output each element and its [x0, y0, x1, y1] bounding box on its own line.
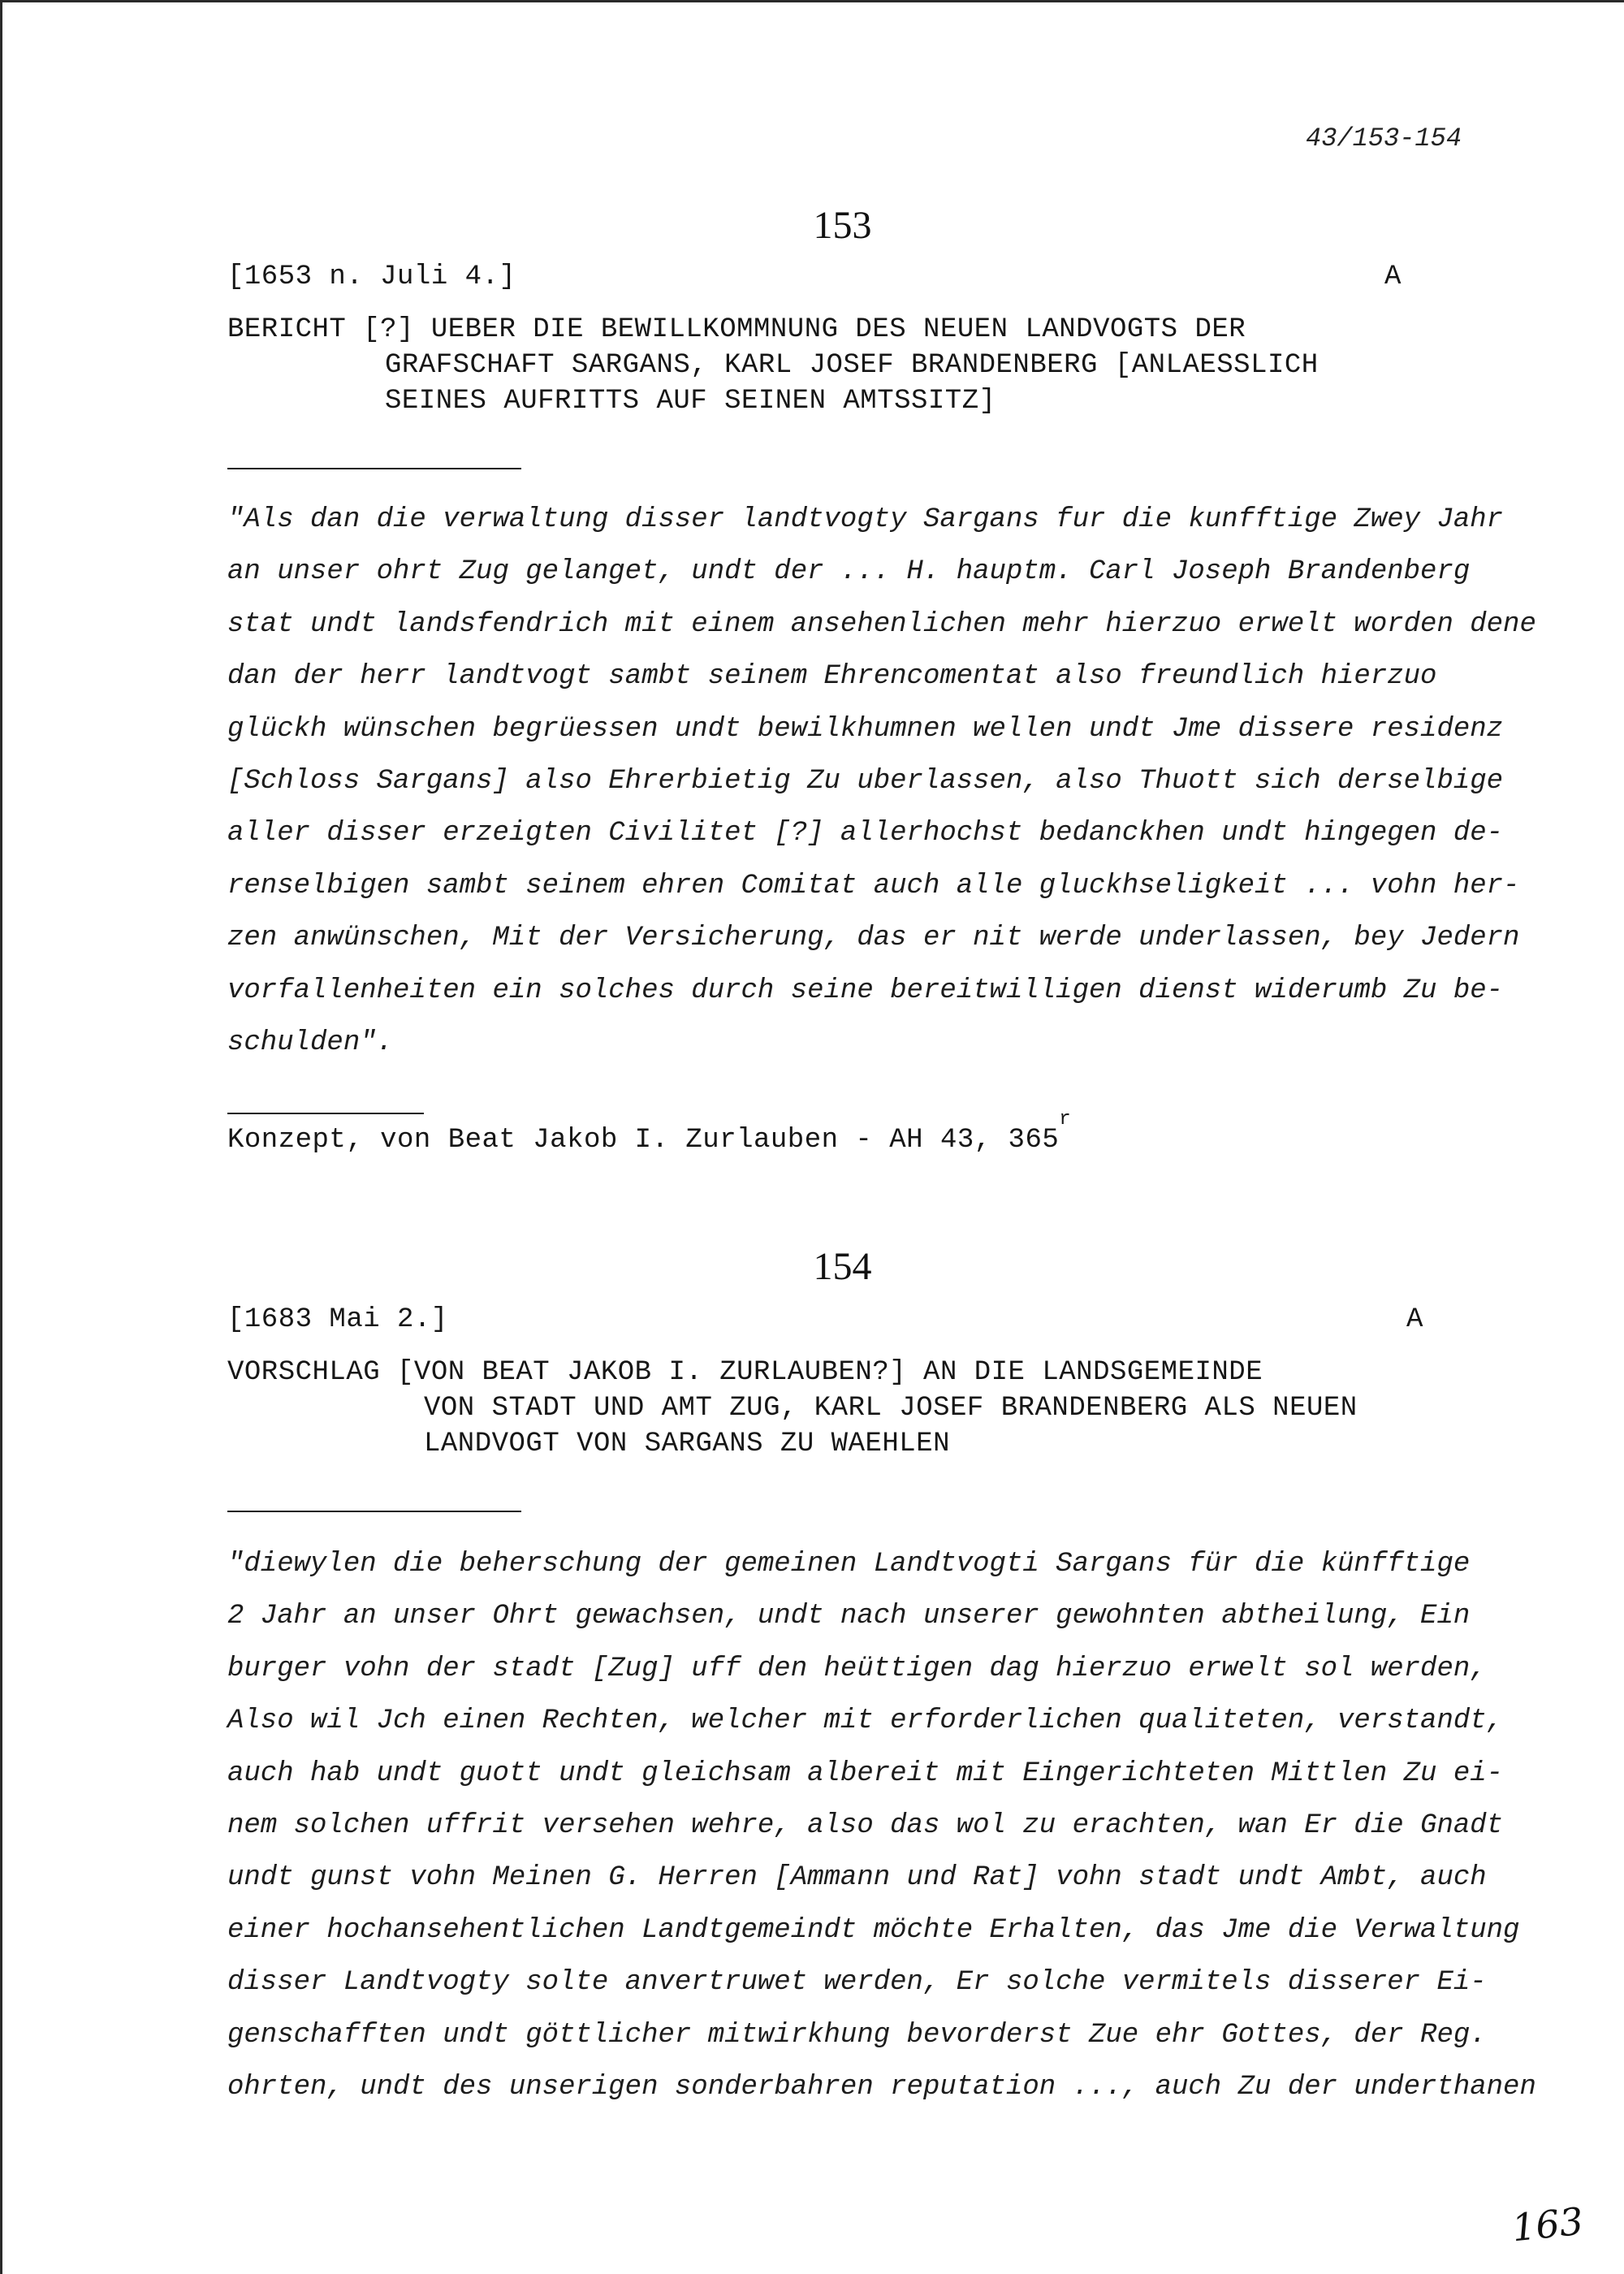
quote-line: dan der herr landtvogt sambt seinem Ehrencomentat also freundlich hierzuo — [227, 661, 1437, 693]
quote-line: renselbigen sambt seinem ehren Comitat auch alle gluckhseligkeit ... vohn her- — [227, 870, 1520, 901]
title-rule — [227, 468, 521, 469]
quote-line: glückh wünschen begrüessen undt bewilkhumnen wellen undt Jme dissere residenz — [227, 713, 1504, 745]
quote-line: schulden". — [227, 1027, 394, 1058]
document-mark-153: A — [1384, 262, 1402, 292]
quote-line: auch hab undt guott undt gleichsam albereit mit Eingerichteten Mittlen Zu ei- — [227, 1757, 1504, 1789]
quote-line: einer hochansehentlichen Landtgemeindt möchte Erhalten, das Jme die Verwaltung — [227, 1914, 1520, 1946]
quote-line: vorfallenheiten ein solches durch seine bereitwilligen dienst widerumb Zu be- — [227, 975, 1504, 1006]
title-line: LANDVOGT VON SARGANS ZU WAEHLEN — [424, 1429, 951, 1459]
document-number-153: 153 — [813, 204, 872, 247]
page-reference: 43/153-154 — [1306, 123, 1462, 153]
quote-line: genschafften undt göttlicher mitwirkhung bevorderst Zue ehr Gottes, der Reg. — [227, 2019, 1487, 2051]
title-rule — [227, 1511, 521, 1512]
source-citation — [227, 1109, 1072, 1156]
quotation-153 — [227, 494, 1536, 1069]
handwritten-folio-number: 163 — [1510, 2198, 1586, 2250]
document-mark-154: A — [1406, 1304, 1423, 1335]
quote-line: an unser ohrt Zug gelanget, undt der ... H. hauptm. Carl Joseph Brandenberg — [227, 556, 1471, 588]
quote-line: stat undt landsfendrich mit einem ansehenlichen mehr hierzuo erwelt worden dene — [227, 608, 1536, 640]
scan-edge-left — [0, 0, 2, 2274]
quote-line: ohrten, undt des unserigen sonderbahren reputation ..., auch Zu der underthanen — [227, 2071, 1536, 2103]
title-line: VON STADT UND AMT ZUG, KARL JOSEF BRANDENBERG ALS NEUEN — [424, 1393, 1358, 1424]
title-line: SEINES AUFRITTS AUF SEINEN AMTSSITZ] — [385, 386, 996, 417]
document-date-153: [1653 n. Juli 4.] — [227, 262, 516, 292]
title-line: GRAFSCHAFT SARGANS, KARL JOSEF BRANDENBERG [ANLAESSLICH — [385, 350, 1319, 381]
quote-line: disser Landtvogty solte anvertruwet werden, Er solche vermitels disserer Ei- — [227, 1967, 1487, 1999]
quote-line: aller disser erzeigten Civilitet [?] allerhochst bedanckhen undt hingegen de- — [227, 818, 1504, 850]
quote-line: Also wil Jch einen Rechten, welcher mit erforderlichen qualiteten, verstandt, — [227, 1706, 1504, 1737]
quote-line: zen anwünschen, Mit der Versicherung, das er nit werde underlassen, bey Jedern — [227, 923, 1520, 954]
document-number-154: 154 — [813, 1245, 872, 1288]
document-title-153 — [227, 312, 1319, 419]
scan-edge-top — [0, 0, 1624, 2]
quote-line: "diewylen die beherschung der gemeinen Landtvogti Sargans für die künfftige — [227, 1549, 1471, 1580]
quote-line: burger vohn der stadt [Zug] uff den heüttigen dag hierzuo erwelt sol werden, — [227, 1653, 1487, 1684]
title-line: VORSCHLAG [VON BEAT JAKOB I. ZURLAUBEN?] AN DIE LANDSGEMEINDE — [227, 1357, 1263, 1388]
quote-line: [Schloss Sargans] also Ehrerbietig Zu uberlassen, also Thuott sich derselbige — [227, 765, 1504, 797]
source-rule — [227, 1113, 424, 1114]
document-title-154 — [227, 1355, 1358, 1462]
document-date-154: [1683 Mai 2.] — [227, 1304, 448, 1335]
quotation-154 — [227, 1538, 1536, 2113]
quote-line: undt gunst vohn Meinen G. Herren [Ammann und Rat] vohn stadt undt Ambt, auch — [227, 1862, 1487, 1894]
quote-line: 2 Jahr an unser Ohrt gewachsen, undt nach unserer gewohnten abtheilung, Ein — [227, 1601, 1471, 1632]
source-text: Konzept, von Beat Jakob I. Zurlauben - AH 43, 365 — [227, 1125, 1060, 1156]
source-superscript: r — [1059, 1109, 1072, 1131]
title-line: BERICHT [?] UEBER DIE BEWILLKOMMNUNG DES NEUEN LANDVOGTS DER — [227, 314, 1246, 345]
quote-line: nem solchen uffrit versehen wehre, also das wol zu erachten, wan Er die Gnadt — [227, 1809, 1504, 1841]
quote-line: "Als dan die verwaltung disser landtvogty Sargans fur die kunfftige Zwey Jahr — [227, 504, 1504, 535]
